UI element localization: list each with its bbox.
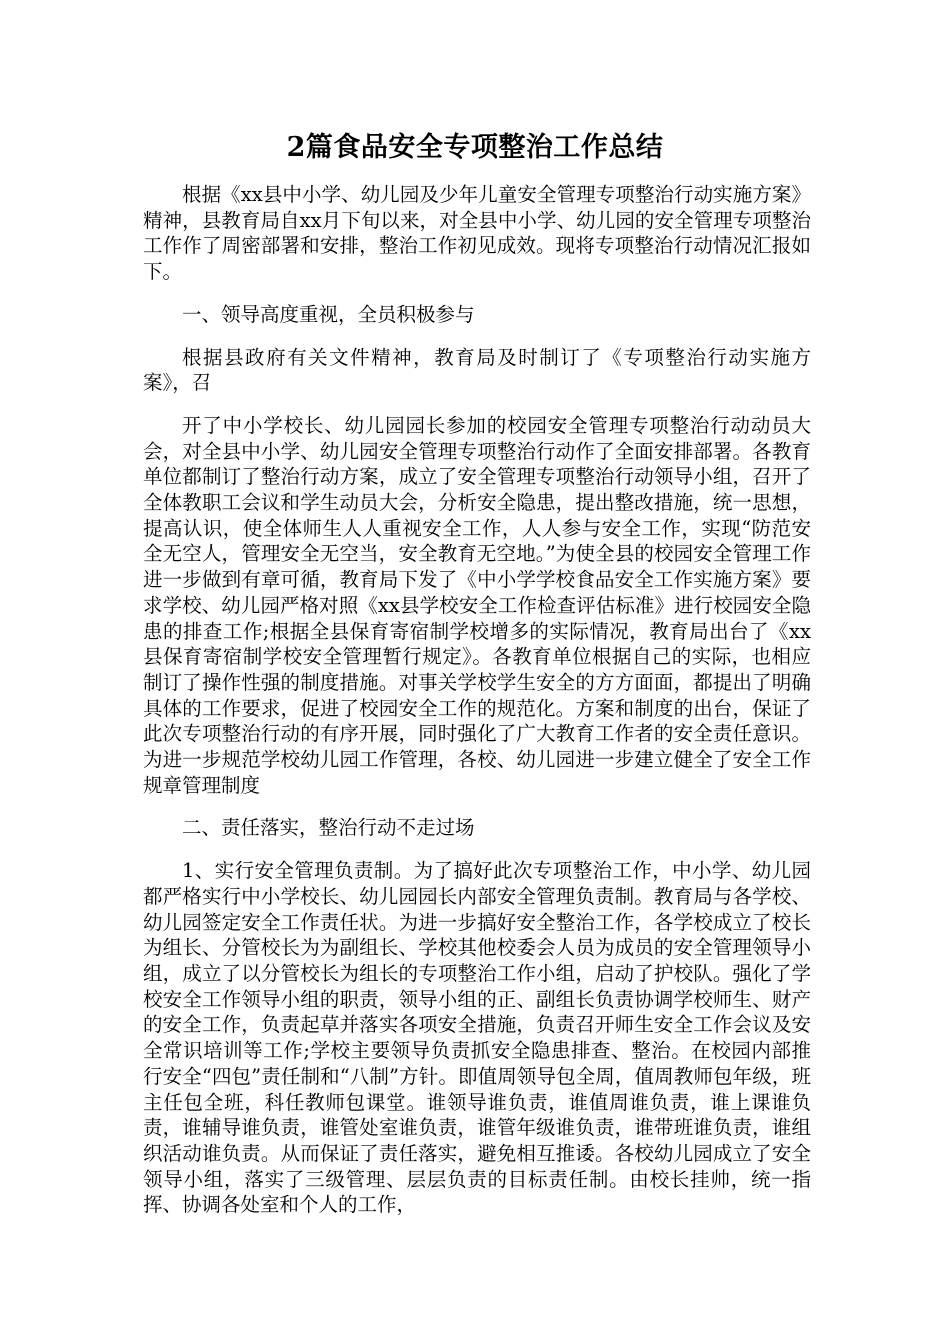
paragraph-mobilization: 开了中小学校长、幼儿园园长参加的校园安全管理专项整治行动动员大会，对全县中小学、幼儿园安全管理专项整治行动作了全面安排部署。各教育单位都制订了整治行动方案，成立了安全管理专项整治行动领导小组，召开了全体教职工会议和学生动员大会，分析安全隐患，提出整改措施，统一思想，提高认识，使全体师生人人重视安全工作，人人参与安全工作，实现“防范安全无空人，管理安全无空当，安全教育无空地。”为使全县的校园安全管理工作进一步做到有章可循，教育局下发了《中小学学校食品安全工作实施方案》要求学校、幼儿园严格对照《xx县学校安全工作检查评估标准》进行校园安全隐患的排查工作;根据全县保育寄宿制学校增多的实际情况，教育局出台了《xx县保育寄宿制学校安全管理暂行规定》。各教育单位根据自己的实际，也相应制订了操作性强的制度措施。对事关学校学生安全的方方面面，都提出了明确具体的工作要求，促进了校园安全工作的规范化。方案和制度的出台，保证了此次专项整治行动的有序开展，同时强化了广大教育工作者的安全责任意识。为进一步规范学校幼儿园工作管理，各校、幼儿园进一步建立健全了安全工作规章管理制度 xyxy=(143,413,811,797)
section-heading-1: 一、领导高度重视，全员积极参与 xyxy=(182,302,475,326)
intro-paragraph: 根据《xx县中小学、幼儿园及少年儿童安全管理专项整治行动实施方案》精神，县教育局自xx月下旬以来，对全县中小学、幼儿园的安全管理专项整治工作作了周密部署和安排，整治工作初见成效。现将专项整治行动情况汇报如下。 xyxy=(143,183,811,284)
paragraph-policy: 根据县政府有关文件精神，教育局及时制订了《专项整治行动实施方案》，召 xyxy=(143,345,811,395)
paragraph-responsibility: 1、实行安全管理负责制。为了搞好此次专项整治工作，中小学、幼儿园都严格实行中小学校长、幼儿园园长内部安全管理负责制。教育局与各学校、幼儿园签定安全工作责任状。为进一步搞好安全整治工作，各学校成立了校长为组长、分管校长为为副组长、学校其他校委会人员为成员的安全管理领导小组，成立了以分管校长为组长的专项整治工作小组，启动了护校队。强化了学校安全工作领导小组的职责，领导小组的正、副组长负责协调学校师生、财产的安全工作，负责起草并落实各项安全措施，负责召开师生安全工作会议及安全常识培训等工作;学校主要领导负责抓安全隐患排查、整治。在校园内部推行安全“四包”责任制和“八制”方针。即值周领导包全周，值周教师包年级，班主任包全班，科任教师包课堂。谁领导谁负责，谁值周谁负责，谁上课谁负责，谁辅导谁负责，谁管处室谁负责，谁管年级谁负责，谁带班谁负责，谁组织活动谁负责。从而保证了责任落实，避免相互推诿。各校幼儿园成立了安全领导小组，落实了三级管理、层层负责的目标责任制。由校长挂帅，统一指挥、协调各处室和个人的工作， xyxy=(143,859,811,1217)
document-title: 2篇食品安全专项整治工作总结 xyxy=(286,132,664,163)
document-body xyxy=(143,182,811,1235)
section-heading-2: 二、责任落实，整治行动不走过场 xyxy=(182,816,475,840)
